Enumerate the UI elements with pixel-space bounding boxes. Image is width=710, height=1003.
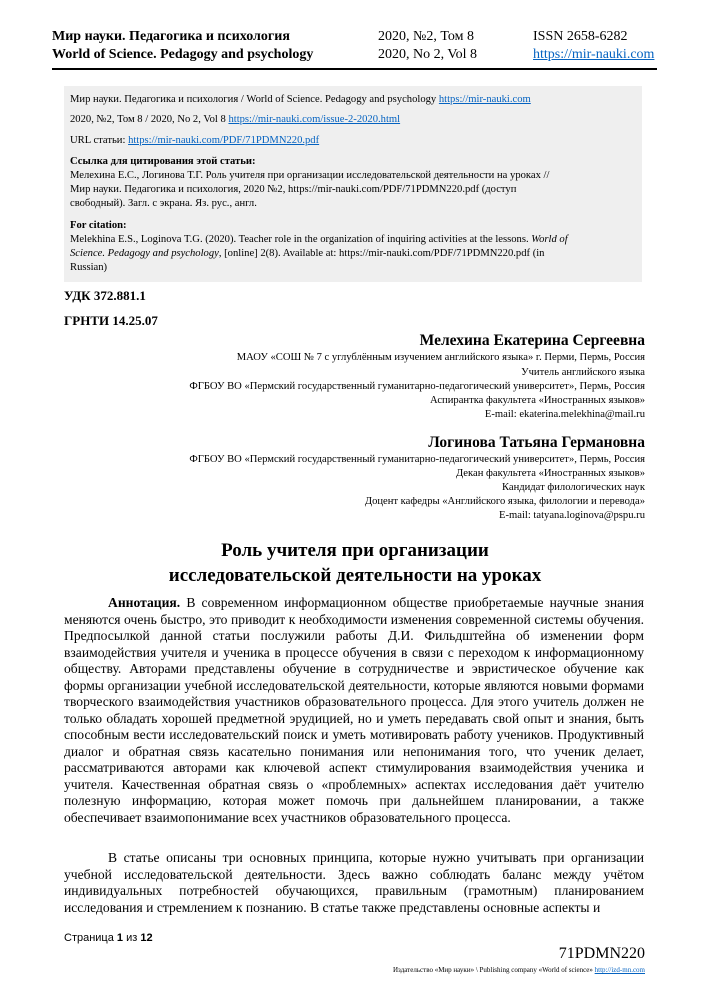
cite-en-heading: For citation: (70, 220, 127, 231)
info-journal-line (70, 93, 640, 107)
author-1-affiliation-1: МАОУ «СОШ № 7 с углублённым изучением английского языка» г. Перми, Пермь, Россия (236, 352, 645, 363)
info-journal-link[interactable]: https://mir-nauki.com (438, 94, 531, 105)
cite-ru-line-1: Мелехина Е.С., Логинова Т.Г. Роль учителя при организации исследовательской деятельности на уроках // (70, 170, 550, 181)
info-journal-text: Мир науки. Педагогика и психология / World of Science. Pedagogy and psychology (70, 94, 439, 105)
article-code: 71PDMN220 (558, 945, 645, 962)
abstract-paragraph (64, 595, 644, 826)
author-2-position-2: Доцент кафедры «Английского языка, филологии и перевода» (364, 496, 645, 507)
publisher-link[interactable]: http://izd-mn.com (594, 966, 645, 974)
body-paragraph-2: В статье описаны три основных принципа, которые нужно учитывать при организации учебной исследовательской деятельности. Здесь важно соблюдать баланс между учётом индивидуальных потребностей обучающихся, правильным (грамотным) планированием исследования и стремлением к познанию. В статье также представлены основные аспекты и (64, 850, 644, 915)
journal-title-en: World of Science. Pedagogy and psychology (52, 47, 314, 62)
info-article-link[interactable]: https://mir-nauki.com/PDF/71PDMN220.pdf (128, 135, 320, 146)
author-1-position-2: Аспирантка факультета «Иностранных языков» (429, 395, 645, 406)
issn: ISSN 2658-6282 (533, 29, 628, 44)
issn-block (533, 28, 654, 64)
info-issue-text: 2020, №2, Том 8 / 2020, No 2, Vol 8 (70, 114, 229, 125)
cite-en-line-1: Melekhina E.S., Loginova T.G. (2020). Teacher role in the organization of inquiring activities at the lessons. World of (70, 234, 568, 245)
author-2-email: E-mail: tatyana.loginova@pspu.ru (499, 510, 645, 521)
article-title-line-1: Роль учителя при организации (221, 540, 489, 561)
author-1-position-1: Учитель английского языка (521, 367, 645, 378)
info-url-line (70, 134, 640, 148)
cite-en-line-2: Science. Pedagogy and psychology, [online] 2(8). Available at: https://mir-nauki.com/PDF/71PDMN220.pdf (in (70, 248, 545, 259)
journal-title-block (52, 28, 313, 64)
author-2-name: Логинова Татьяна Германовна (428, 434, 645, 451)
author-1-email: E-mail: ekaterina.melekhina@mail.ru (484, 409, 645, 420)
article-title-line-2: исследовательской деятельности на уроках (168, 565, 542, 586)
issue-block (378, 28, 477, 64)
issue-en: 2020, No 2, Vol 8 (378, 47, 478, 62)
citation-info-box (64, 86, 642, 282)
issue-ru: 2020, №2, Том 8 (378, 29, 474, 44)
info-issue-link[interactable]: https://mir-nauki.com/issue-2-2020.html (228, 114, 401, 125)
article-title (60, 538, 650, 588)
abstract-label: Аннотация. (108, 595, 181, 610)
udk-code: УДК 372.881.1 (64, 288, 146, 303)
author-2-affiliation: ФГБОУ ВО «Пермский государственный гуманитарно-педагогический университет», Пермь, Россия (189, 454, 645, 465)
publisher-line: Издательство «Мир науки» \ Publishing company «World of science» http://izd-mn.com (393, 966, 645, 974)
page-number: Страница 1 из 12 (64, 932, 153, 944)
info-issue-line (70, 113, 640, 127)
journal-header (52, 28, 657, 70)
author-1-name: Мелехина Екатерина Сергеевна (419, 332, 645, 349)
author-1-affiliation-2: ФГБОУ ВО «Пермский государственный гуманитарно-педагогический университет», Пермь, Россия (189, 381, 645, 392)
cite-ru-heading: Ссылка для цитирования этой статьи: (70, 156, 256, 167)
journal-url-link[interactable]: https://mir-nauki.com (533, 47, 655, 62)
grnti-code: ГРНТИ 14.25.07 (64, 313, 158, 328)
cite-en-line-3: Russian) (70, 262, 108, 273)
journal-title-ru: Мир науки. Педагогика и психология (52, 29, 290, 44)
cite-ru-line-2: Мир науки. Педагогика и психология, 2020 №2, https://mir-nauki.com/PDF/71PDMN220.pdf (доступ (70, 184, 517, 195)
author-2-degree: Кандидат филологических наук (501, 482, 645, 493)
author-2-position-1: Декан факультета «Иностранных языков» (455, 468, 645, 479)
cite-ru-line-3: свободный). Загл. с экрана. Яз. рус., англ. (70, 198, 257, 209)
info-url-label: URL статьи: (70, 135, 129, 146)
abstract-text: В современном информационном обществе приобретаемые научные знания меняются очень быстро, это приводит к необходимости изменения современной системы обучения. Предпосылкой данной статьи послужили работы Д.И. Фильдштейна об изменении форм взаимодействия учителя и ученика в процессе обучения в связи с переходом к информационному обществу. Авторами представлены обучение в сотрудничестве и эвристическое обучение как формы организации учебной исследовательской деятельности, которые являются новыми формами творческого взаимодействия участников образовательного процесса. Для этого учитель должен не только обладать хорошей предметной эрудицией, но и уметь передавать свой опыт и знания, быть способным вести исследовательский поиск и уметь мотивировать работу учеников. Продуктивный диалог и обратная связь касательно понимания или непонимания того, что ученик делает, рассматриваются авторами как ключевой аспект стимулирования взаимодействия ученика и учителя. Качественная обратная связь о «проблемных» аспектах исследования даёт учителю полезную информацию, которая может помочь при дальнейшем планировании, а также обеспечивает взаимопонимание всех участников образовательного процесса. (64, 595, 644, 825)
